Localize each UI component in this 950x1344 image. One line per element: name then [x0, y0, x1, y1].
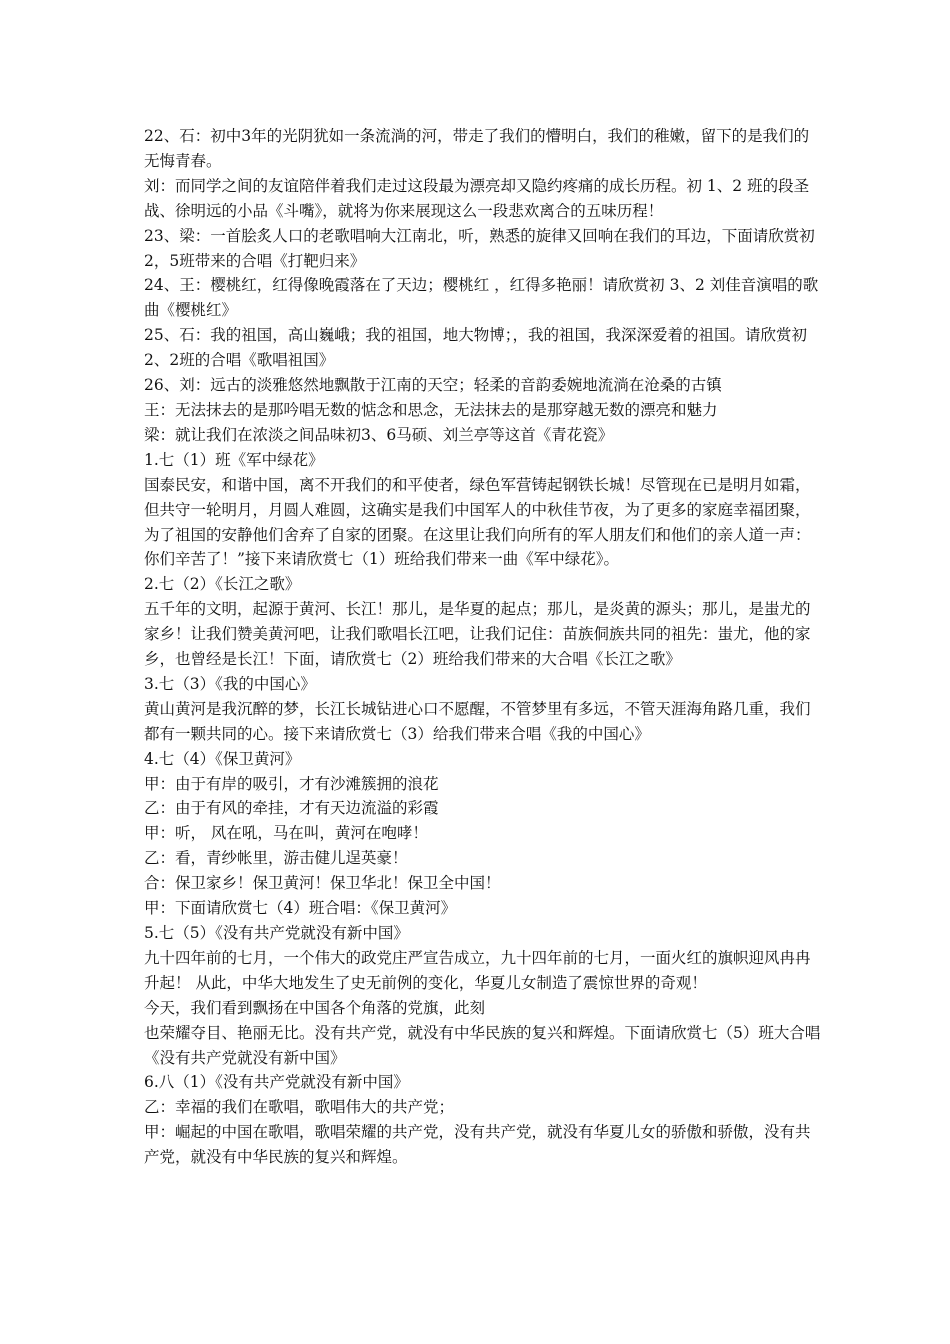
paragraph-section-1: 国泰民安，和谐中国，离不开我们的和平使者，绿色军营铸起钢铁长城！尽管现在已是明月如霜，但共守一轮明月，月圆人难圆，这确实是我们中国军人的中秋佳节夜，为了更多的家庭幸福团聚，为了祖国的安静他们舍弃了自家的团聚。在这里让我们向所有的军人朋友们和他们的亲人道一声：你们辛苦了！”接下来请欣赏七（1）班给我们带来一曲《军中绿花》。: [144, 475, 811, 569]
section-heading-6: 6.八（1）《没有共产党就没有新中国》: [144, 1073, 409, 1092]
paragraph-section-5-close: 也荣耀夺目、艳丽无比。没有共产党，就没有中华民族的复兴和辉煌。下面请欣赏七（5）班大合唱《没有共产党就没有新中国》: [144, 1023, 821, 1067]
section-heading-2: 2.七（2）《长江之歌》: [144, 575, 301, 594]
paragraph-22-shi: 22、石：初中3年的光阴犹如一条流淌的河，带走了我们的懵明白，我们的稚嫩，留下的是我们的无悔青春。: [144, 127, 810, 170]
dialogue-line: 乙：由于有风的牵挂，才有天边流溢的彩霞: [144, 799, 439, 818]
section-heading-3: 3.七（3）《我的中国心》: [144, 674, 316, 693]
paragraph-section-2: 五千年的文明，起源于黄河、长江！那儿，是华夏的起点；那儿，是炎黄的源头；那儿，是蚩尤的家乡！让我们赞美黄河吧，让我们歌唱长江吧，让我们记住：苗族侗族共同的祖先：蚩尤，他的家乡，也曾经是长江！下面，请欣赏七（2）班给我们带来的大合唱《长江之歌》: [144, 600, 811, 669]
section-heading-1: 1.七（1）班《军中绿花》: [144, 450, 324, 469]
paragraph-25-shi: 25、石：我的祖国，高山巍峨；我的祖国，地大物博；，我的祖国，我深深爱着的祖国。请欣赏初2、2班的合唱《歌唱祖国》: [144, 326, 807, 370]
paragraph-23-liang: 23、梁：一首脍炙人口的老歌唱响大江南北，听，熟悉的旋律又回响在我们的耳边，下面请欣赏初2，5班带来的合唱《打靶归来》: [144, 226, 815, 270]
dialogue-line: 乙：看，青纱帐里，游击健儿逞英豪！: [144, 849, 408, 868]
dialogue-line: 甲：听， 风在吼，马在叫，黄河在咆哮！: [144, 824, 428, 843]
dialogue-line: 甲：下面请欣赏七（4）班合唱：《保卫黄河》: [144, 899, 457, 918]
document-page: [144, 124, 824, 1170]
section-heading-4: 4.七（4）《保卫黄河》: [144, 749, 301, 768]
section-heading-5: 5.七（5）《没有共产党就没有新中国》: [144, 924, 409, 942]
dialogue-line: 甲：由于有岸的吸引，才有沙滩簇拥的浪花: [144, 774, 439, 793]
paragraph-26-liu: 26、刘：远古的淡雅悠然地飘散于江南的天空；轻柔的音韵委婉地流淌在沧桑的古镇: [144, 376, 722, 395]
paragraph-24-wang: 24、王：樱桃红，红得像晚霞落在了天边；樱桃红 ，红得多艳丽！请欣赏初 3、2 刘佳音演唱的歌曲《樱桃红》: [144, 276, 819, 320]
dialogue-line: 甲：崛起的中国在歌唱，歌唱荣耀的共产党，没有共产党，就没有华夏儿女的骄傲和骄傲，没有共产党，就没有中华民族的复兴和辉煌。: [144, 1123, 811, 1167]
paragraph-section-5-today: 今天，我们看到飘扬在中国各个角落的党旗，此刻: [144, 998, 486, 1017]
paragraph-liang: 梁：就让我们在浓淡之间品味初3、6马硕、刘兰亭等这首《青花瓷》: [144, 425, 614, 444]
paragraph-wang: 王：无法抹去的是那吟唱无数的惦念和思念，无法抹去的是那穿越无数的漂亮和魅力: [144, 400, 718, 419]
dialogue-line: 合：保卫家乡！保卫黄河！保卫华北！保卫全中国！: [144, 874, 501, 893]
paragraph-section-3: 黄山黄河是我沉醉的梦，长江长城钻进心口不愿醒，不管梦里有多远，不管天涯海角路几重，我们都有一颗共同的心。接下来请欣赏七（3）给我们带来合唱《我的中国心》: [144, 699, 811, 743]
dialogue-line: 乙：幸福的我们在歌唱，歌唱伟大的共产党；: [144, 1098, 455, 1117]
paragraph-section-5: 九十四年前的七月，一个伟大的政党庄严宣告成立，九十四年前的七月，一面火红的旗帜迎风冉冉升起！ 从此，中华大地发生了史无前例的变化，华夏儿女制造了震惊世界的奇观！: [144, 948, 811, 992]
paragraph-liu-skit: 刘：而同学之间的友谊陪伴着我们走过这段最为漂亮却又隐约疼痛的成长历程。初 1、2 班的段圣战、徐明远的小品《斗嘴》，就将为你来展现这么一段悲欢离合的五味历程！: [144, 176, 810, 220]
